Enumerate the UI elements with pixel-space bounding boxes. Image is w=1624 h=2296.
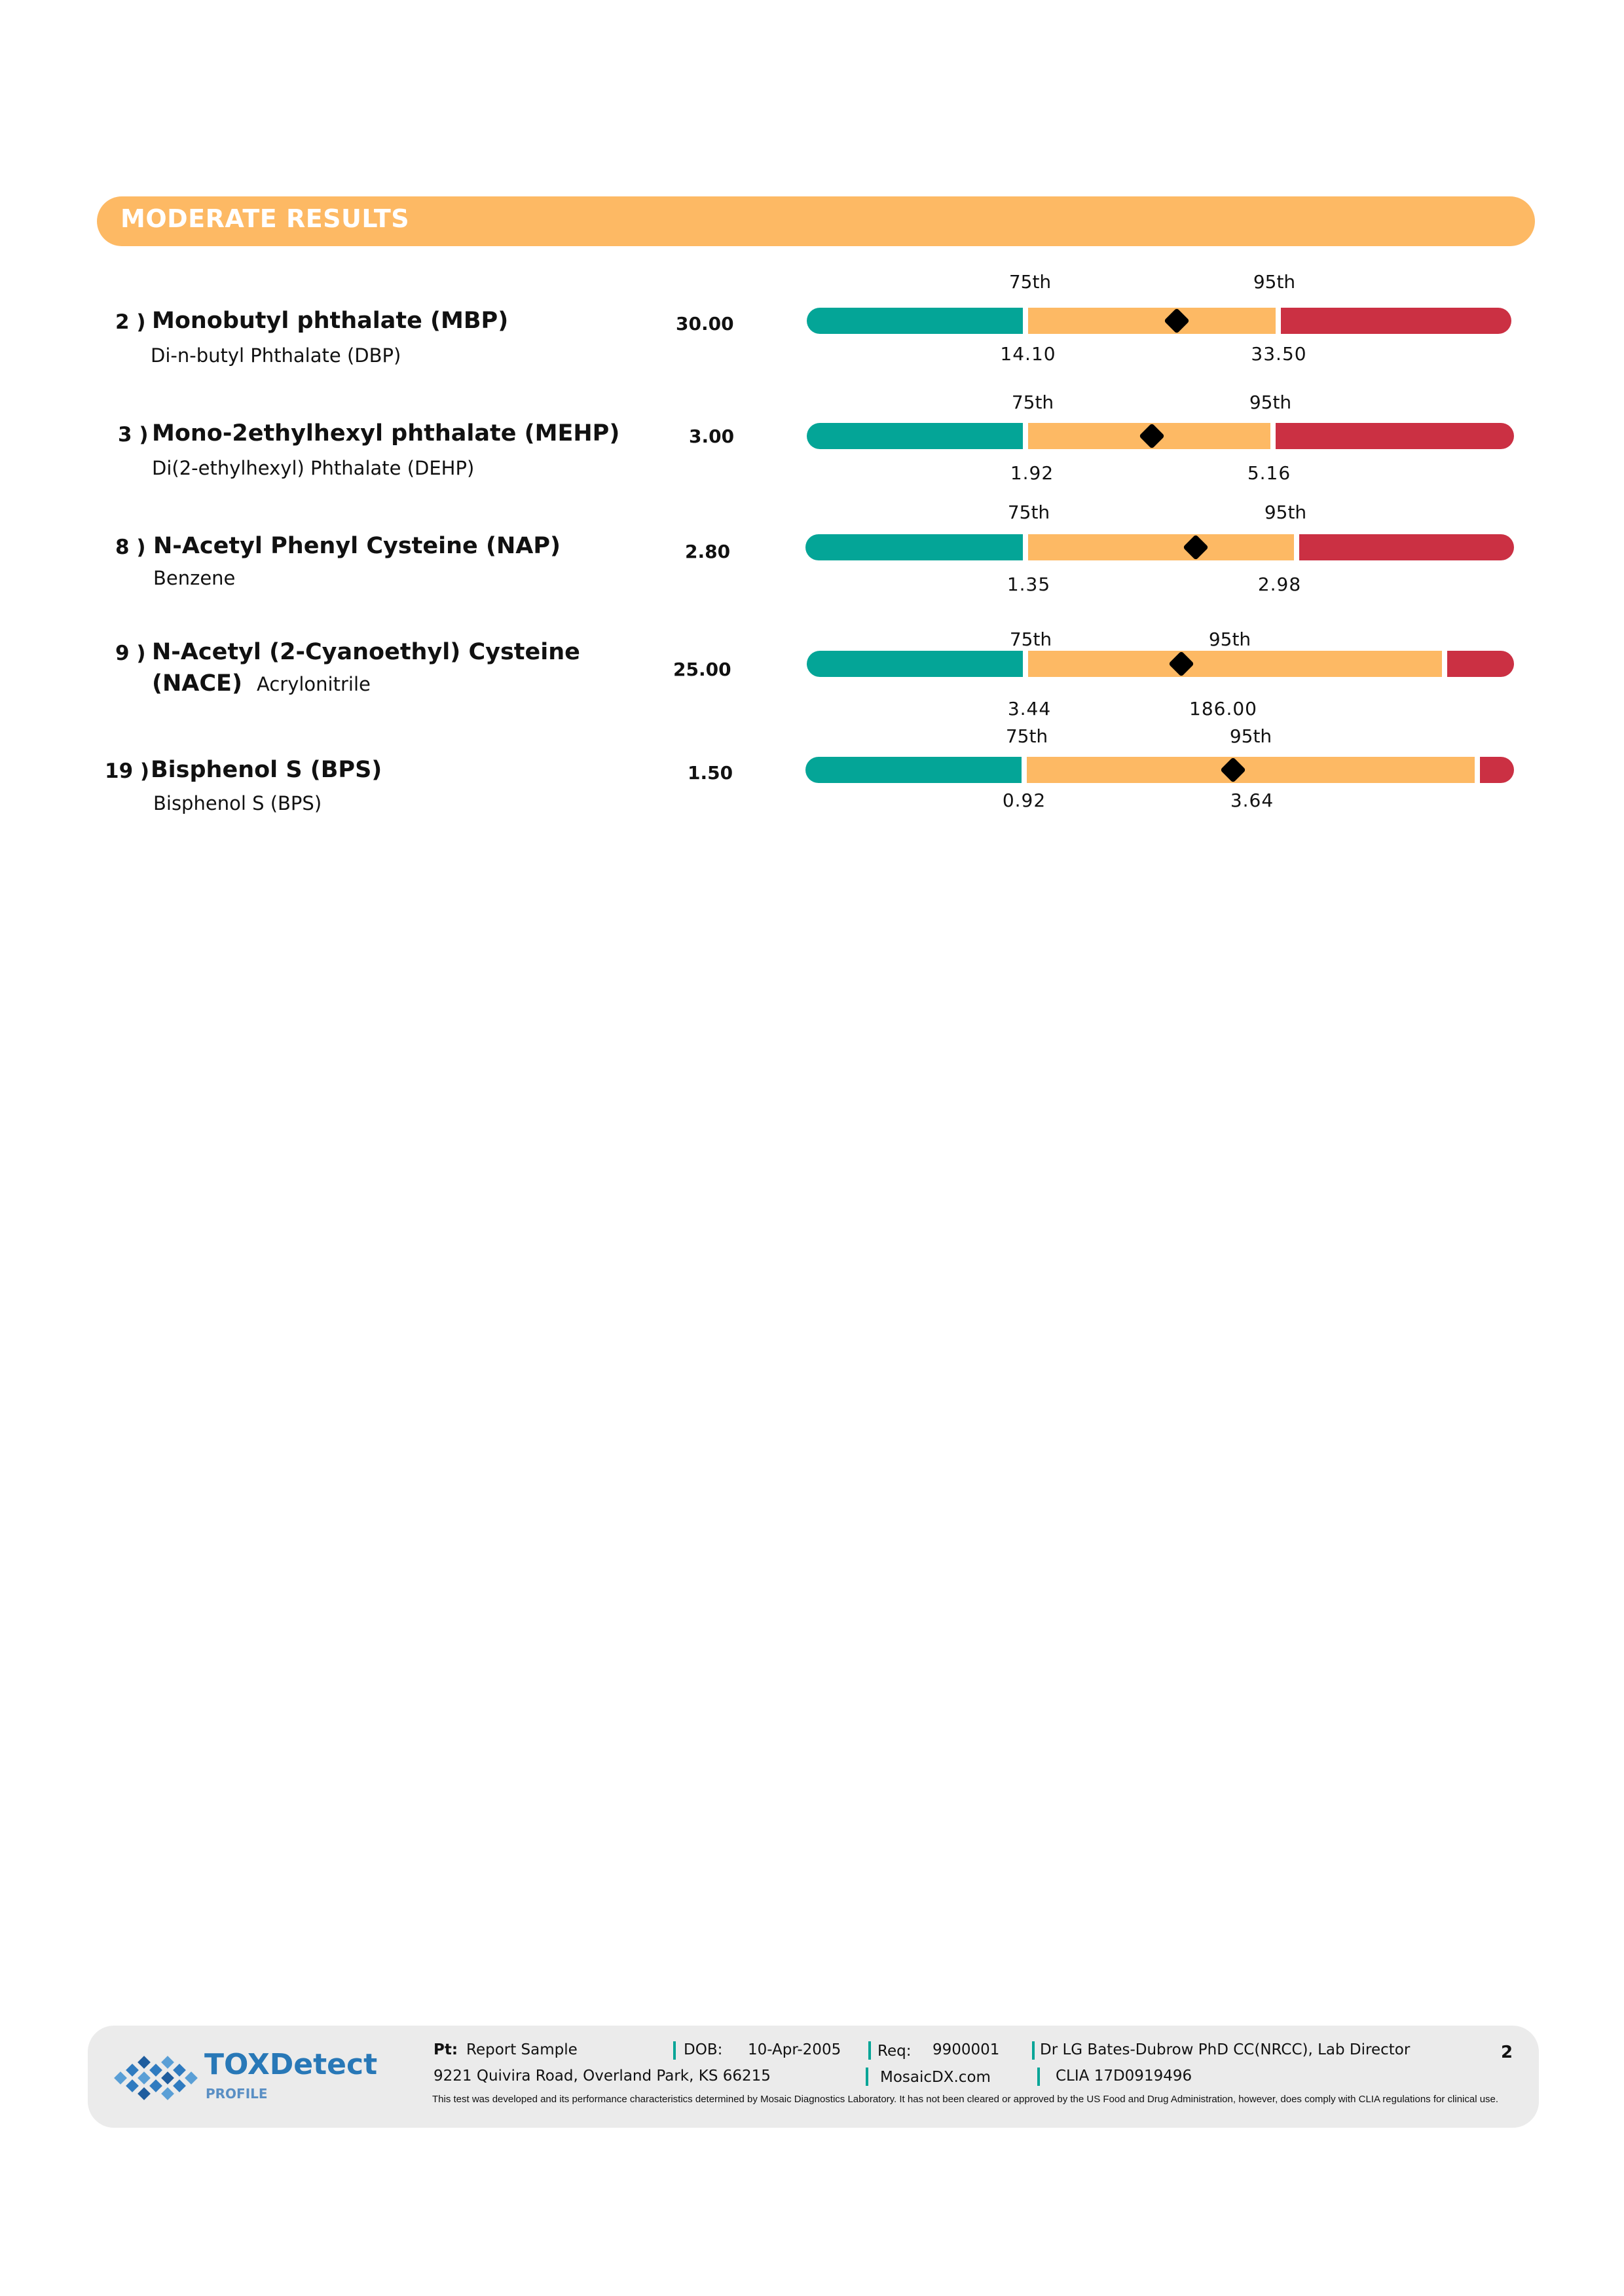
req-label: Req:: [877, 2043, 912, 2060]
result-number: 19 ): [105, 759, 150, 783]
separator: [866, 2068, 868, 2086]
percentile-75-label: 75th: [1007, 501, 1050, 523]
dob-label: DOB:: [684, 2041, 723, 2058]
separator: [673, 2041, 676, 2060]
cutoff-95-value: 3.64: [1230, 790, 1274, 811]
result-value: 1.50: [688, 762, 733, 784]
result-number: 2 ): [115, 310, 146, 334]
cutoff-75-value: 3.44: [1007, 698, 1052, 720]
percentile-75-label: 75th: [1008, 271, 1052, 293]
cutoff-75-value: 1.35: [1006, 574, 1051, 595]
range-low-segment: [807, 308, 1023, 334]
lab-director: Dr LG Bates-Dubrow PhD CC(NRCC), Lab Director: [1040, 2041, 1411, 2058]
parent-compound: Acrylonitrile: [257, 673, 371, 695]
percentile-75-label: 75th: [1005, 725, 1048, 747]
result-value: 3.00: [689, 426, 735, 447]
cutoff-95-value: 33.50: [1251, 343, 1307, 365]
result-value: 30.00: [676, 313, 734, 335]
percentile-95-label: 95th: [1249, 392, 1292, 413]
percentile-75-label: 75th: [1011, 392, 1054, 413]
separator: [868, 2041, 871, 2060]
analyte-name-line2: (NACE): [152, 670, 242, 697]
website-link[interactable]: MosaicDX.com: [880, 2069, 991, 2086]
range-low-segment: [805, 757, 1022, 783]
cutoff-95-value: 5.16: [1247, 462, 1291, 484]
analyte-name: Bisphenol S (BPS): [151, 757, 382, 783]
separator: [1032, 2041, 1035, 2060]
range-moderate-segment: [1028, 534, 1294, 560]
range-high-segment: [1447, 651, 1514, 677]
range-bar: [807, 423, 1514, 449]
brand-name: TOXDetect: [204, 2048, 378, 2081]
result-number: 3 ): [118, 423, 149, 446]
range-bar: [805, 534, 1514, 560]
percentile-75-label: 75th: [1009, 629, 1052, 650]
separator: [1037, 2068, 1040, 2086]
clia-number: CLIA 17D0919496: [1056, 2068, 1192, 2085]
range-bar: [807, 308, 1511, 334]
percentile-95-label: 95th: [1208, 629, 1251, 650]
disclaimer: This test was developed and its performance characteristics determined by Mosaic Diagnostics Laboratory. It has not been cleared or approved by the US Food and Drug Administration, however, does comply with CLIA regulations for clinical use.: [432, 2094, 1499, 2105]
cutoff-75-value: 0.92: [1002, 790, 1046, 811]
patient-value: Report Sample: [466, 2041, 578, 2058]
analyte-name: N-Acetyl Phenyl Cysteine (NAP): [153, 533, 561, 559]
range-low-segment: [807, 651, 1023, 677]
range-high-segment: [1299, 534, 1514, 560]
range-low-segment: [807, 423, 1023, 449]
lab-address: 9221 Quivira Road, Overland Park, KS 66215: [434, 2068, 771, 2085]
range-moderate-segment: [1028, 308, 1276, 334]
range-bar: [805, 757, 1514, 783]
range-low-segment: [805, 534, 1023, 560]
parent-compound: Di-n-butyl Phthalate (DBP): [151, 344, 401, 367]
range-bar: [807, 651, 1514, 677]
analyte-name: N-Acetyl (2-Cyanoethyl) Cysteine: [152, 639, 580, 665]
page-number: 2: [1501, 2043, 1513, 2062]
range-moderate-segment: [1027, 757, 1475, 783]
brand-subtitle: PROFILE: [206, 2086, 268, 2102]
cutoff-75-value: 1.92: [1010, 462, 1054, 484]
req-value: 9900001: [932, 2041, 1000, 2058]
footer: [88, 2026, 1539, 2128]
cutoff-75-value: 14.10: [1000, 343, 1056, 365]
result-number: 8 ): [115, 536, 146, 559]
parent-compound: Benzene: [153, 567, 236, 589]
result-value: 2.80: [685, 541, 731, 562]
section-title: MODERATE RESULTS: [120, 204, 410, 233]
range-high-segment: [1281, 308, 1511, 334]
patient-label: Pt:: [434, 2041, 458, 2058]
result-value: 25.00: [673, 659, 731, 680]
parent-compound: Bisphenol S (BPS): [153, 792, 322, 814]
percentile-95-label: 95th: [1229, 725, 1272, 747]
range-moderate-segment: [1028, 651, 1442, 677]
analyte-name: Mono-2ethylhexyl phthalate (MEHP): [152, 420, 620, 446]
percentile-95-label: 95th: [1253, 271, 1296, 293]
result-number: 9 ): [115, 642, 146, 665]
cutoff-95-value: 186.00: [1189, 698, 1257, 720]
parent-compound: Di(2-ethylhexyl) Phthalate (DEHP): [152, 457, 475, 479]
section-header: [97, 196, 1535, 246]
range-high-segment: [1276, 423, 1514, 449]
toxdetect-logo-icon: [114, 2052, 206, 2104]
analyte-name: Monobutyl phthalate (MBP): [152, 308, 509, 334]
range-high-segment: [1480, 757, 1514, 783]
cutoff-95-value: 2.98: [1257, 574, 1302, 595]
dob-value: 10-Apr-2005: [748, 2041, 841, 2058]
percentile-95-label: 95th: [1264, 501, 1307, 523]
